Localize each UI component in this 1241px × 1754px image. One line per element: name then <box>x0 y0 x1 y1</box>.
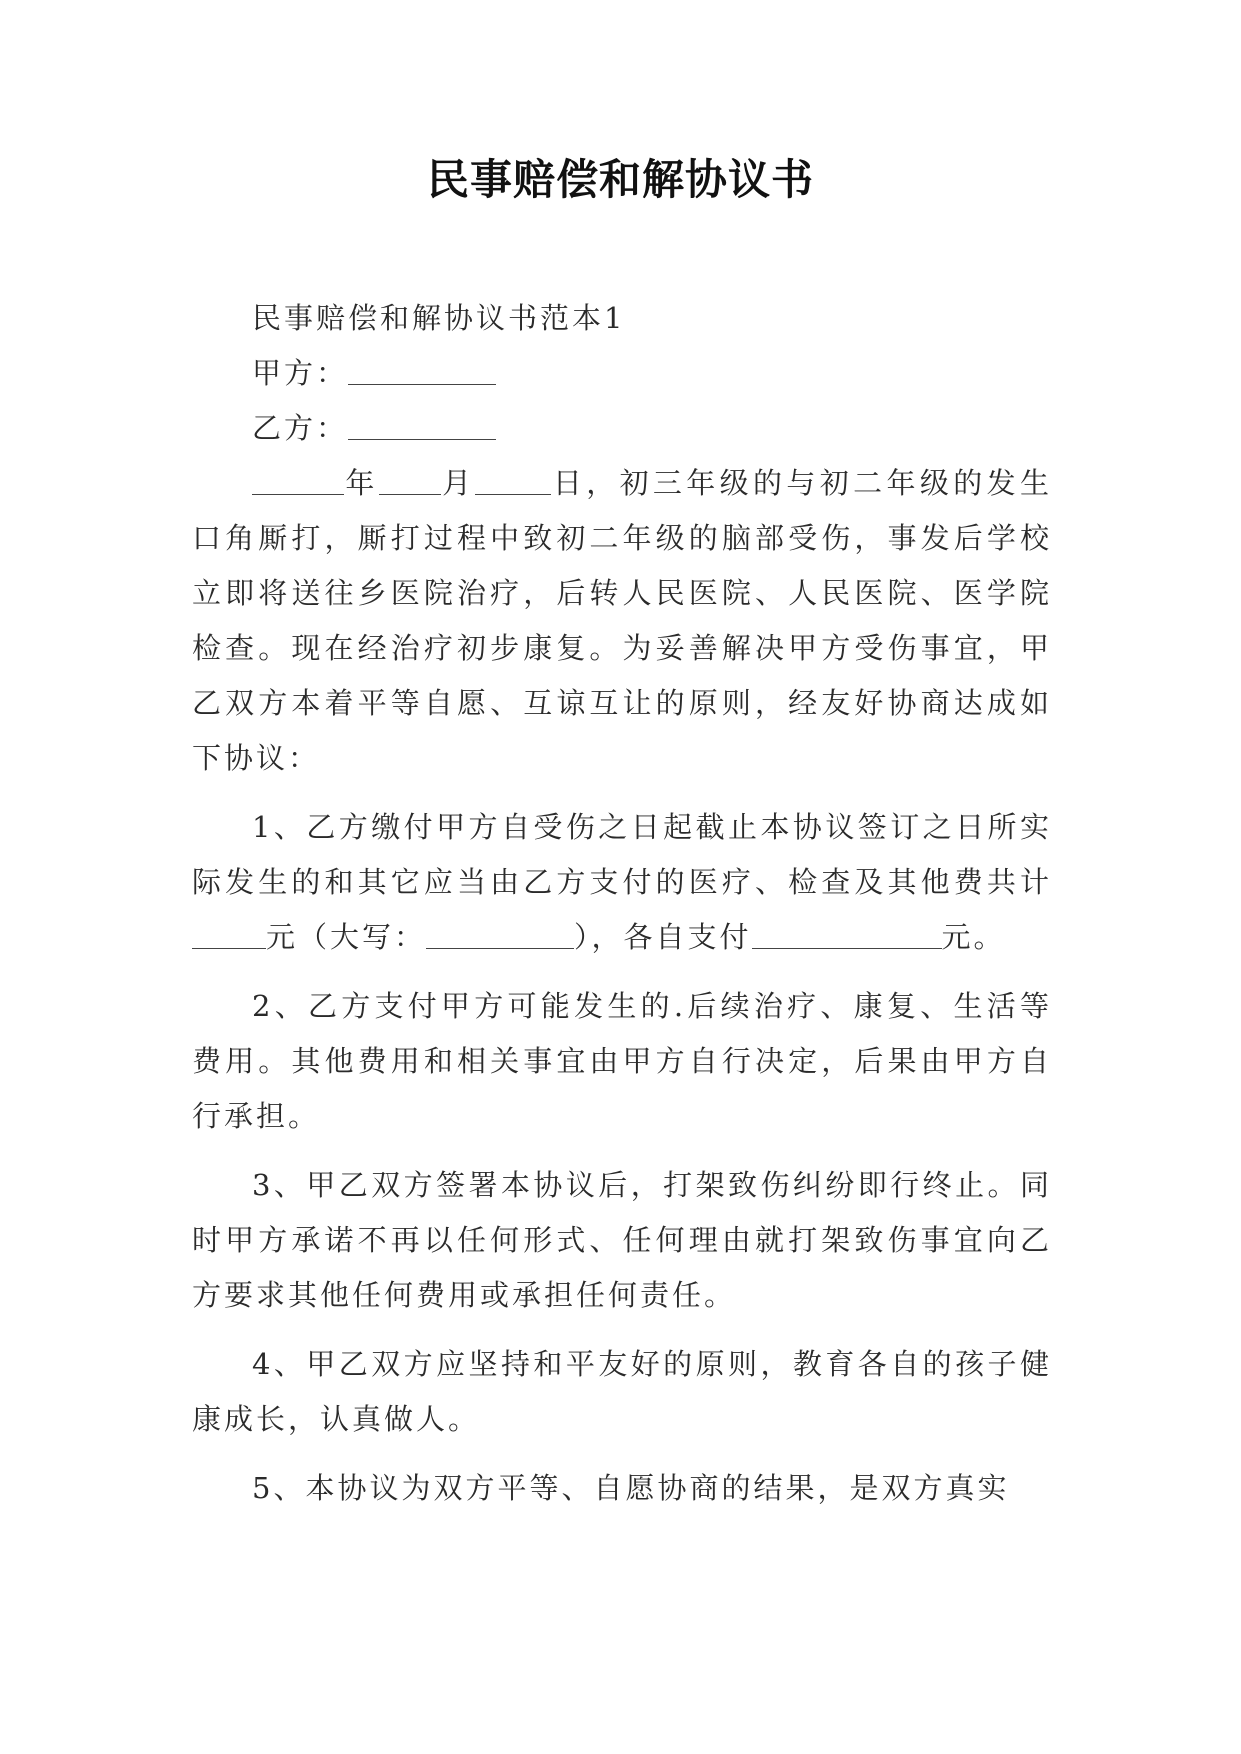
document-title: 民事赔偿和解协议书 <box>426 155 814 204</box>
month-blank <box>379 460 441 495</box>
clause-1-text-b: 元（大写： <box>266 920 427 954</box>
intro-text: 日，初三年级的与初二年级的发生口角厮打，厮打过程中致初二年级的脑部受伤，事发后学校立即将送往乡医院治疗，后转人民医院、人民医院、医学院检查。现在经治疗初步康复。为妥善解决甲方受伤事宜，甲乙双方本着平等自愿、互谅互让的原则，经友好协商达成如下协议： <box>192 466 1052 775</box>
month-label: 月 <box>440 466 476 500</box>
clause-3: 3、甲乙双方签署本协议后，打架致伤纠纷即行终止。同时甲方承诺不再以任何形式、任何理由就打架致伤事宜向乙方要求其他任何费用或承担任何责任。 <box>192 1168 1052 1312</box>
intro-paragraph <box>192 456 1052 786</box>
party-b-line <box>192 401 1052 456</box>
subtitle: 民事赔偿和解协议书范本1 <box>252 301 626 335</box>
clause-2: 2、乙方支付甲方可能发生的.后续治疗、康复、生活等费用。其他费用和相关事宜由甲方自行决定，后果由甲方自行承担。 <box>192 989 1052 1133</box>
year-blank <box>252 460 344 495</box>
document-body <box>192 291 1052 1516</box>
year-label: 年 <box>344 466 379 500</box>
clause-1-text-d: 元。 <box>941 920 1006 954</box>
clause-1-text-c: ），各自支付 <box>574 920 752 954</box>
party-b-label: 乙方： <box>252 411 349 445</box>
day-blank <box>475 460 551 495</box>
party-a-blank <box>348 350 496 385</box>
clause-1 <box>192 800 1052 965</box>
party-a-line <box>192 346 1052 401</box>
party-b-blank <box>348 405 496 440</box>
clause-4: 4、甲乙双方应坚持和平友好的原则，教育各自的孩子健康成长，认真做人。 <box>192 1347 1052 1436</box>
amount-words-blank <box>426 914 574 949</box>
party-a-label: 甲方： <box>252 356 349 390</box>
each-pay-blank <box>752 914 942 949</box>
clause-5: 5、本协议为双方平等、自愿协商的结果，是双方真实 <box>252 1471 1010 1505</box>
amount-blank <box>192 914 266 949</box>
clause-1-text-a: 1、乙方缴付甲方自受伤之日起截止本协议签订之日所实际发生的和其它应当由乙方支付的医疗、检查及其他费共计 <box>192 810 1052 899</box>
